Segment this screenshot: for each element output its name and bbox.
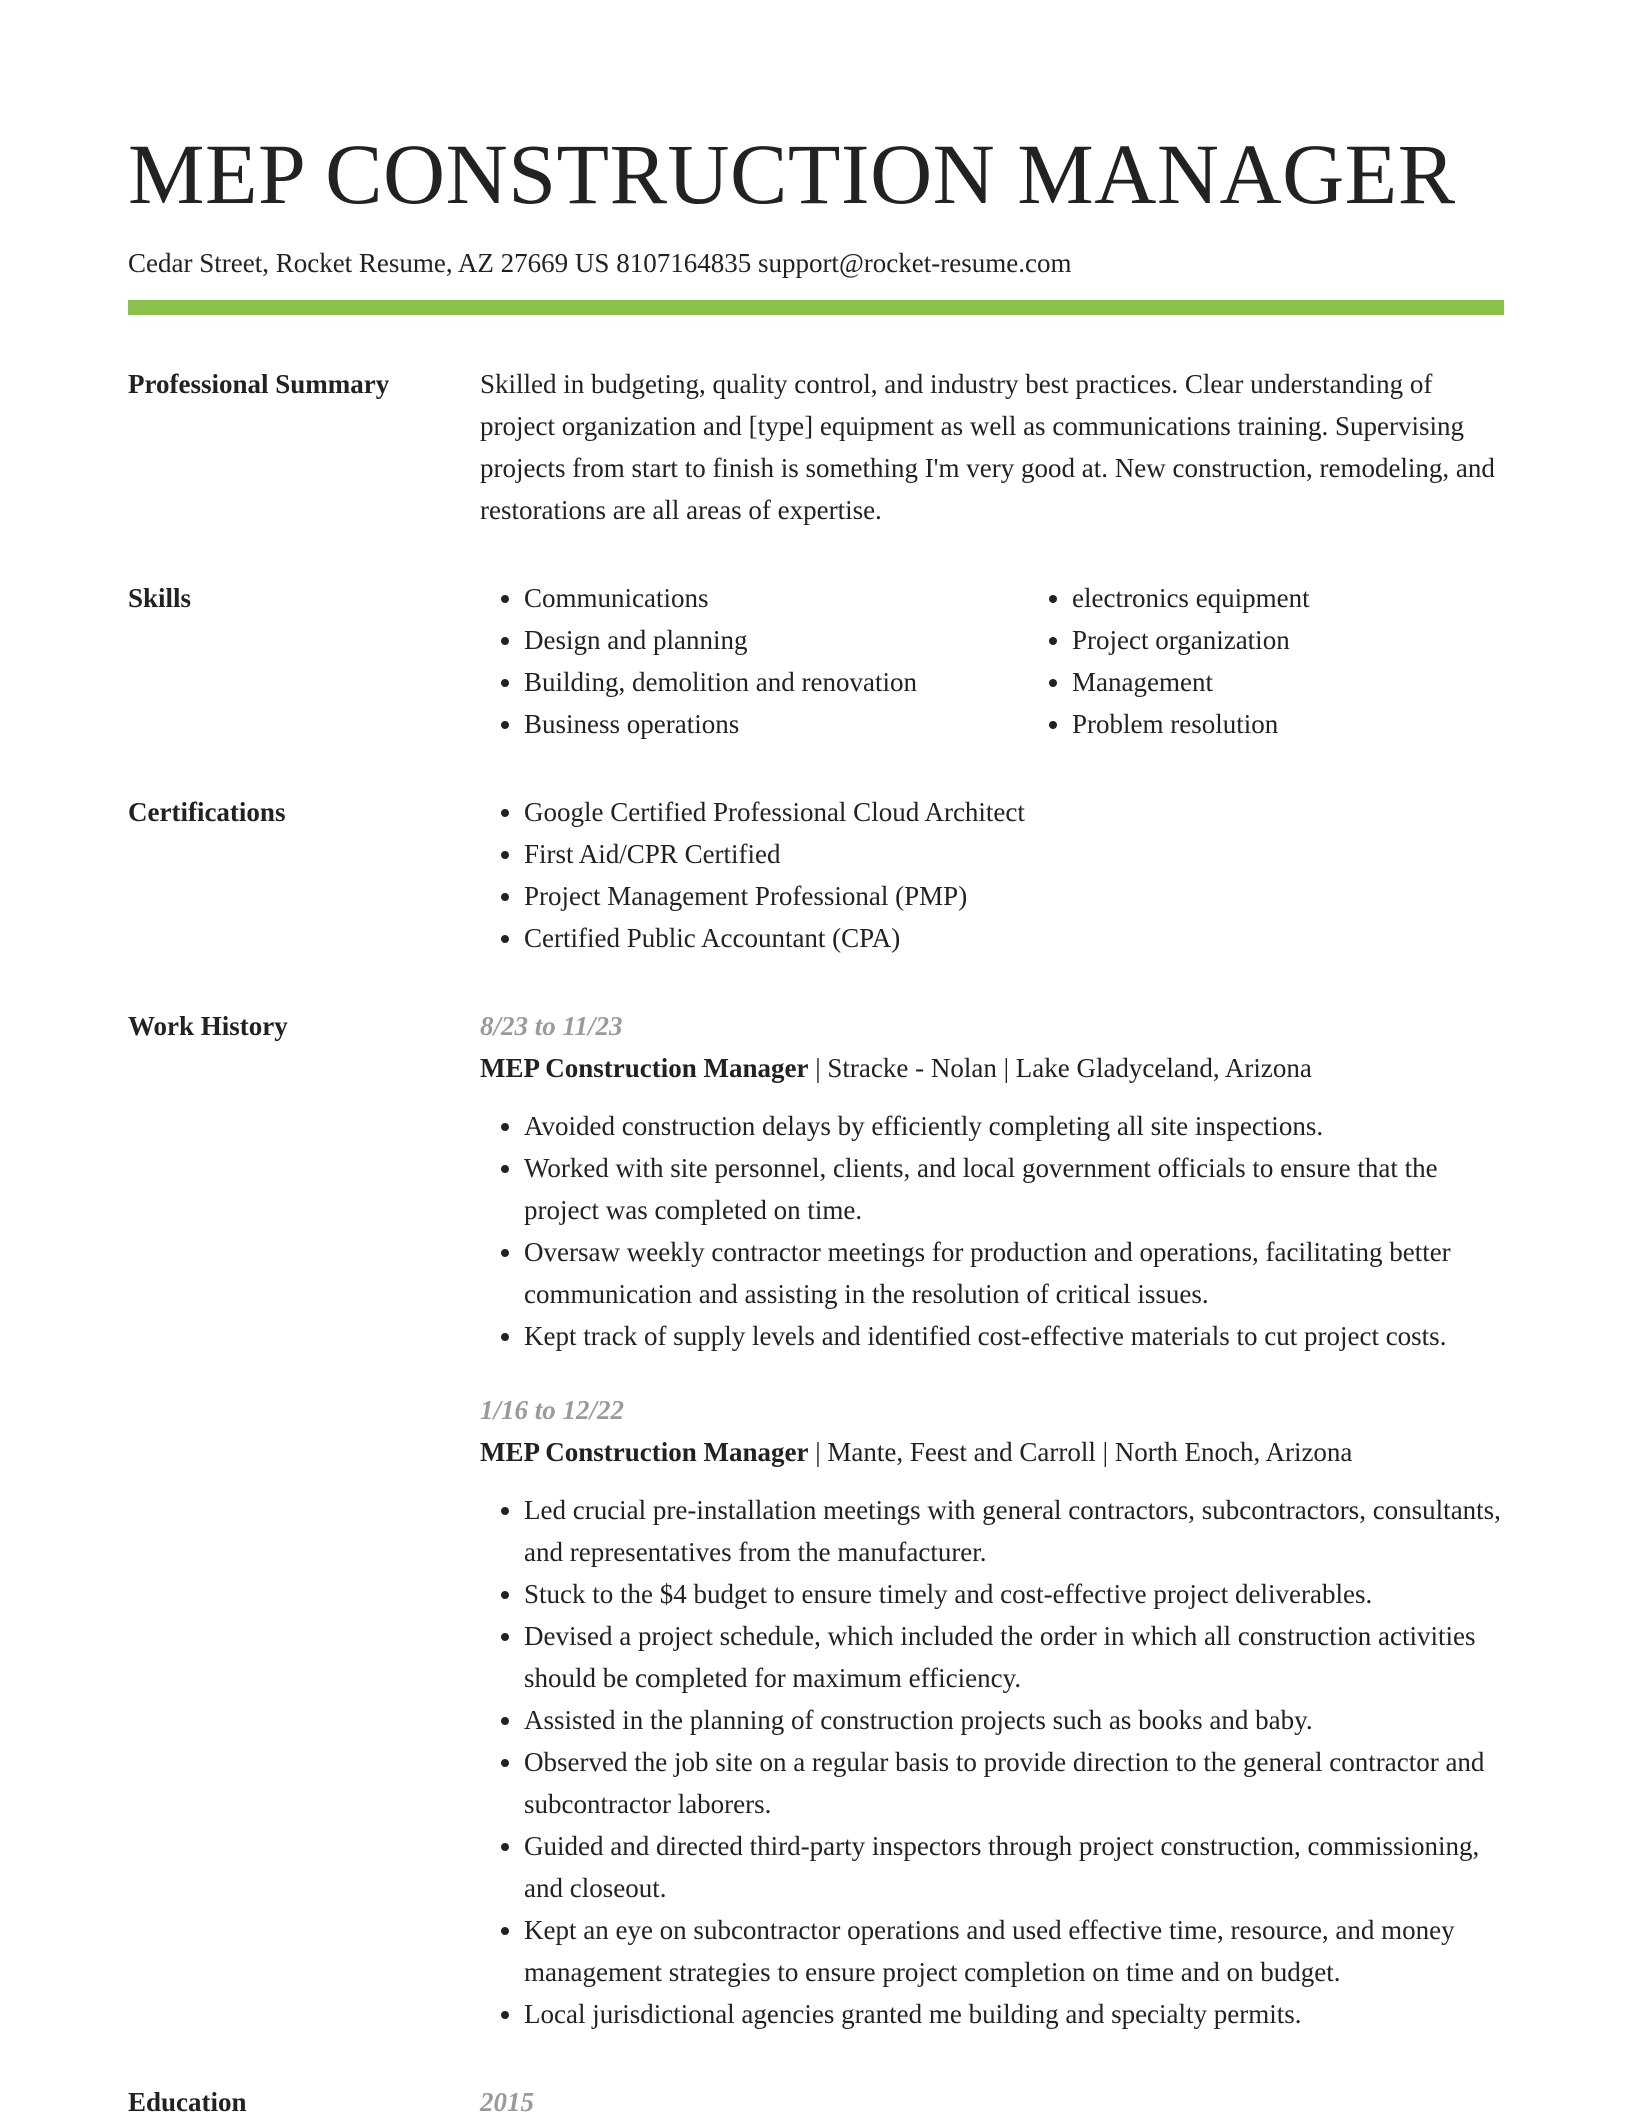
skills-content	[480, 577, 1504, 745]
job-bullet: • Devised a project schedule, which included the order in which all construction activities should be completed for maximum efficiency.	[524, 1615, 1504, 1699]
certification-item: • First Aid/CPR Certified	[524, 833, 1504, 875]
job-details: | Stracke - Nolan | Lake Gladyceland, Arizona	[808, 1053, 1312, 1083]
skill-item: • Problem resolution	[1072, 703, 1310, 745]
education-dates: 2015	[480, 2087, 534, 2117]
summary-section	[128, 363, 1504, 531]
skill-item: • Building, demolition and renovation	[524, 661, 1028, 703]
certification-item: • Google Certified Professional Cloud Architect	[524, 791, 1504, 833]
certifications-list	[480, 791, 1504, 959]
job-dates: 8/23 to 11/23	[480, 1011, 623, 1041]
job-bullet: • Assisted in the planning of construction projects such as books and baby.	[524, 1699, 1504, 1741]
job-entry	[480, 1005, 1504, 1357]
skills-column-1	[480, 577, 1028, 745]
job-bullets	[480, 1489, 1504, 2035]
certifications-section	[128, 791, 1504, 959]
contact-email: support@rocket-resume.com	[757, 248, 1072, 278]
skill-item: • electronics equipment	[1072, 577, 1310, 619]
work-history-content	[480, 1005, 1504, 2035]
job-bullet: • Oversaw weekly contractor meetings for production and operations, facilitating better communication and assisting in the resolution of critical issues.	[524, 1231, 1504, 1315]
summary-text: Skilled in budgeting, quality control, and industry best practices. Clear understanding of project organization and [type] equipment as well as communications training. Supervising projects from start to finish is something I'm very good at. New construction, remodeling, and restorations are all areas of expertise.	[480, 369, 1495, 525]
section-label-education: Education	[128, 2087, 247, 2117]
job-role-line	[480, 1047, 1504, 1089]
skills-column-2	[1028, 577, 1310, 745]
job-bullets	[480, 1105, 1504, 1357]
job-bullet: • Avoided construction delays by efficiently completing all site inspections.	[524, 1105, 1504, 1147]
job-entry	[480, 1389, 1504, 2035]
job-title: MEP Construction Manager	[480, 1437, 809, 1467]
job-bullet: • Observed the job site on a regular basis to provide direction to the general contractor and subcontractor laborers.	[524, 1741, 1504, 1825]
job-bullet: • Kept an eye on subcontractor operations and used effective time, resource, and money management strategies to ensure project completion on time and on budget.	[524, 1909, 1504, 1993]
resume-title: MEP CONSTRUCTION MANAGER	[128, 126, 1456, 222]
job-title: MEP Construction Manager	[480, 1053, 809, 1083]
education-section	[128, 2081, 1504, 2123]
skill-item: • Management	[1072, 661, 1310, 703]
summary-content	[480, 363, 1504, 531]
skill-item: • Communications	[524, 577, 1028, 619]
contact-line	[128, 246, 1504, 280]
education-content	[480, 2081, 1504, 2123]
certification-item: • Certified Public Accountant (CPA)	[524, 917, 1504, 959]
work-history-section	[128, 1005, 1504, 2035]
section-label-certifications: Certifications	[128, 797, 286, 827]
skills-section	[128, 577, 1504, 745]
job-bullet: • Stuck to the $4 budget to ensure timely and cost-effective project deliverables.	[524, 1573, 1504, 1615]
job-bullet: • Kept track of supply levels and identified cost-effective materials to cut project costs.	[524, 1315, 1504, 1357]
job-bullet: • Led crucial pre-installation meetings with general contractors, subcontractors, consultants, and representatives from the manufacturer.	[524, 1489, 1504, 1573]
contact-address: Cedar Street, Rocket Resume, AZ 27669 US	[128, 248, 610, 278]
job-bullet: • Worked with site personnel, clients, and local government officials to ensure that the project was completed on time.	[524, 1147, 1504, 1231]
job-bullet: • Guided and directed third-party inspectors through project construction, commissioning, and closeout.	[524, 1825, 1504, 1909]
section-label-work-history: Work History	[128, 1011, 288, 1041]
certifications-content	[480, 791, 1504, 959]
job-bullet: • Local jurisdictional agencies granted me building and specialty permits.	[524, 1993, 1504, 2035]
job-dates: 1/16 to 12/22	[480, 1395, 625, 1425]
job-details: | Mante, Feest and Carroll | North Enoch, Arizona	[808, 1437, 1353, 1467]
certification-item: • Project Management Professional (PMP)	[524, 875, 1504, 917]
resume-page	[128, 0, 1504, 2123]
skill-item: • Business operations	[524, 703, 1028, 745]
skill-item: • Project organization	[1072, 619, 1310, 661]
contact-phone: 8107164835	[616, 248, 752, 278]
accent-divider	[128, 300, 1504, 315]
section-label-summary: Professional Summary	[128, 369, 390, 399]
job-role-line	[480, 1431, 1504, 1473]
skill-item: • Design and planning	[524, 619, 1028, 661]
section-label-skills: Skills	[128, 583, 192, 613]
